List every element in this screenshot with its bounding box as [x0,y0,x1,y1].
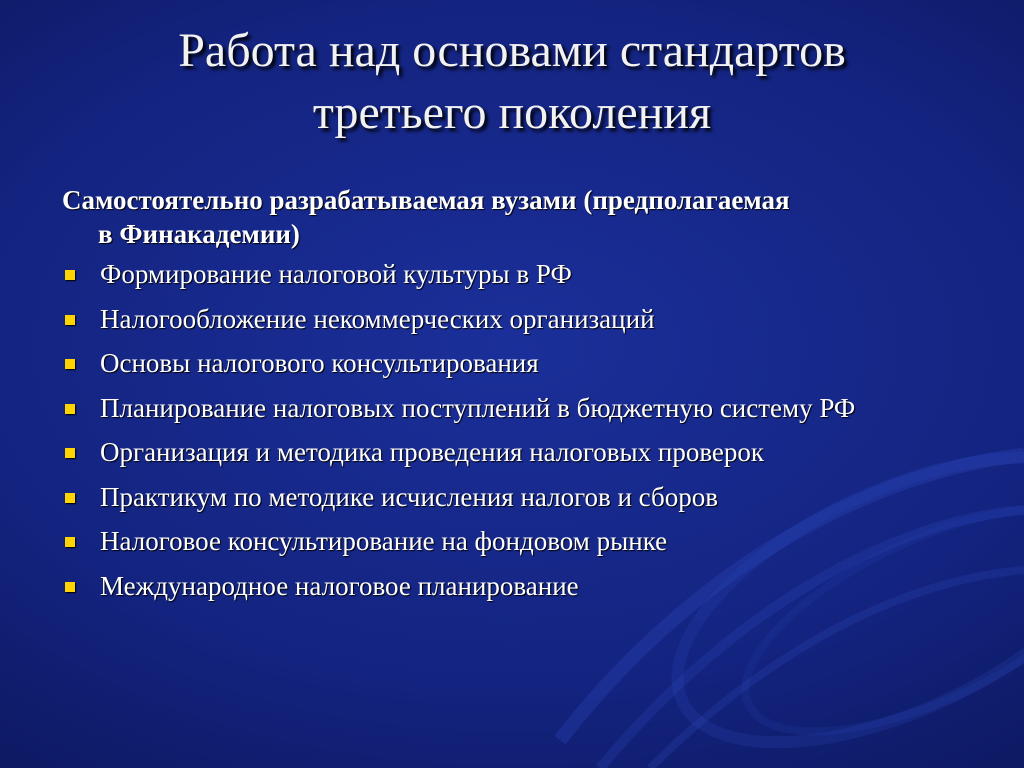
title-line: Работа над основами стандартов [178,24,846,77]
yellow-square-bullet-icon [65,493,75,503]
yellow-square-bullet-icon [65,315,75,325]
bullet-list [62,257,982,604]
subheading-line: Самостоятельно разрабатываемая вузами (предполагаемая [62,185,790,215]
subheading-line: в Финакадемии) [98,219,300,249]
list-item [62,391,982,426]
list-item-text: Организация и методика проведения налоговых проверок [100,437,765,467]
list-item-text: Практикум по методике исчисления налогов и сборов [100,481,718,512]
slide-title [40,20,984,144]
yellow-square-bullet-icon [65,359,75,369]
slide-content [62,183,982,613]
subheading [62,183,982,251]
list-item-text: Основы налогового консультирования [100,348,539,378]
yellow-square-bullet-icon [65,270,75,280]
yellow-square-bullet-icon [65,582,75,592]
list-item-text: Международное налоговое планирование [100,570,579,601]
yellow-square-bullet-icon [65,537,75,547]
list-item-text: Налоговое консультирование на фондовом рынке [100,526,668,556]
list-item-text: Планирование налоговых поступлений в бюджетную систему РФ [100,392,856,423]
list-item [62,435,982,470]
list-item [62,346,982,381]
yellow-square-bullet-icon [65,448,75,458]
list-item [62,480,982,515]
list-item [62,257,982,292]
list-item-text: Налогообложение некоммерческих организаций [100,303,655,334]
list-item [62,302,982,337]
list-item-text: Формирование налоговой культуры в РФ [100,259,572,289]
yellow-square-bullet-icon [65,404,75,414]
title-line: третьего поколения [312,86,712,139]
list-item [62,569,982,604]
list-item [62,524,982,559]
